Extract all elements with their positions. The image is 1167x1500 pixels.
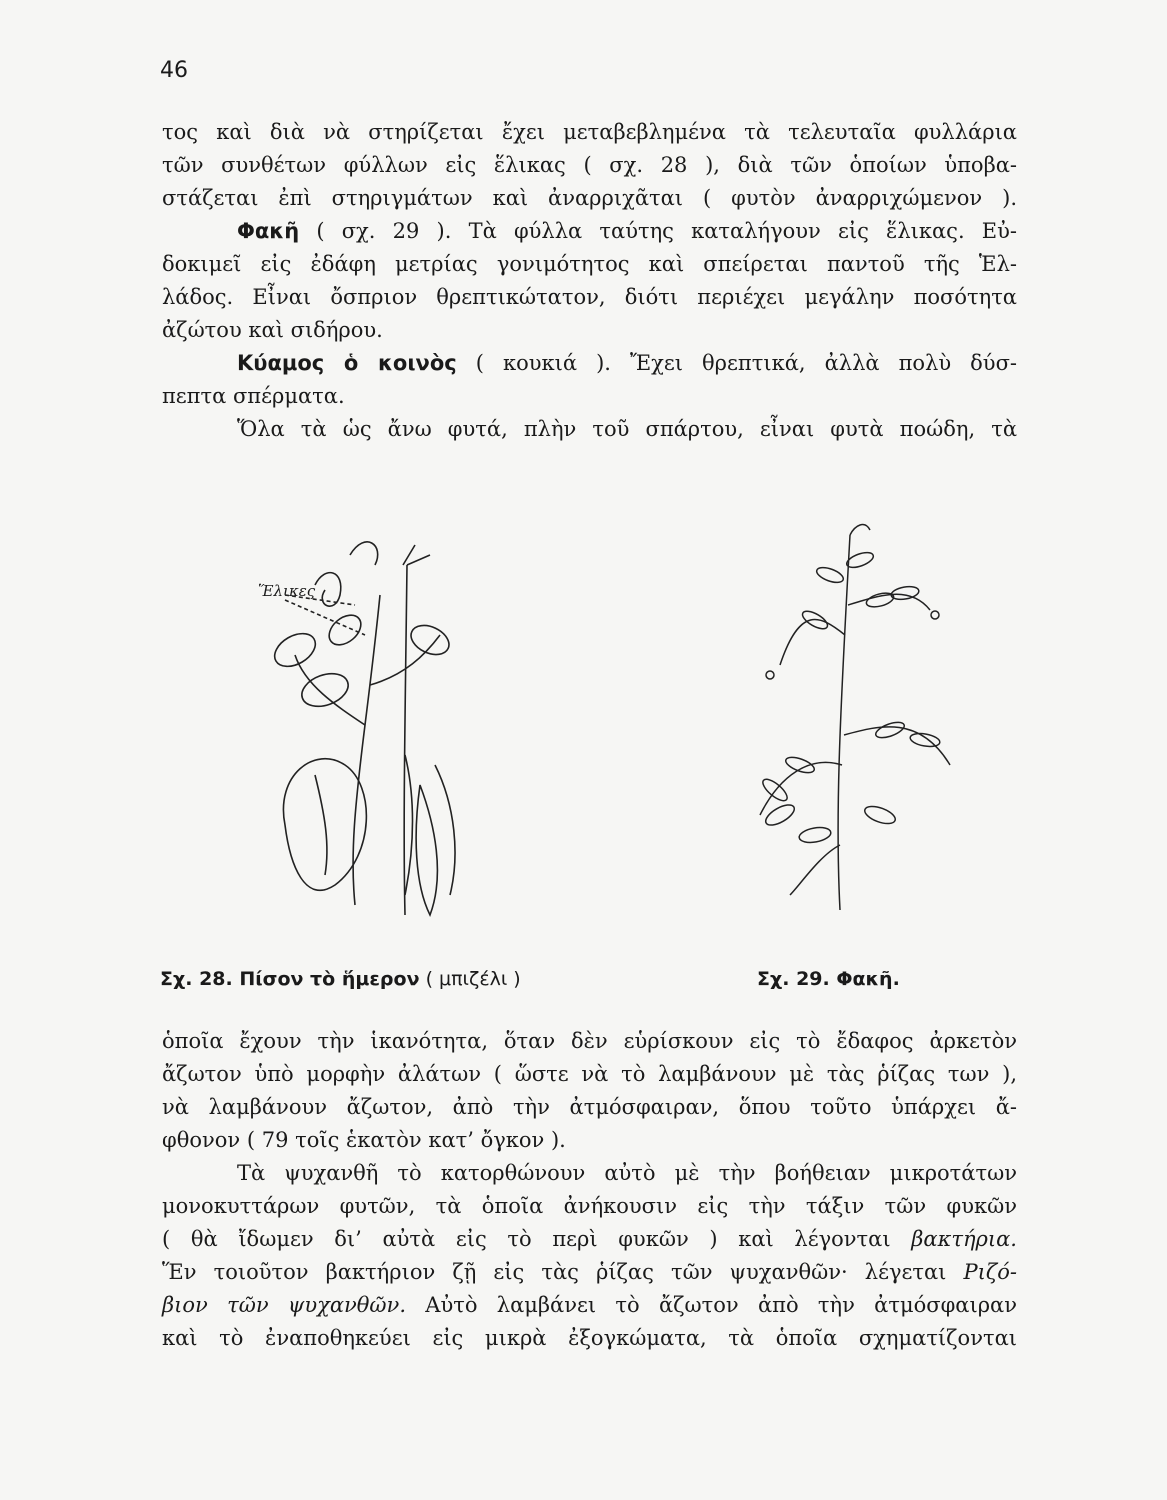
text-line: πεπτα σπέρματα. — [162, 384, 345, 408]
bottom-text-block — [162, 1025, 1017, 1355]
text-run: ( σχ. 29 ). Τὰ φύλλα ταύτης καταλήγουν εἰς ἕλικας. Εὐ- — [316, 219, 1017, 243]
text-line: τος καὶ διὰ νὰ στηρίζεται ἔχει μεταβεβλημένα τὰ τελευταῖα φυλλάρια — [162, 120, 1017, 144]
text-line: ἄζωτον ὑπὸ μορφὴν ἀλάτων ( ὥστε νὰ τὸ λαμβάνουν μὲ τὰς ῥίζας των ), — [162, 1062, 1017, 1086]
lentil-plant-drawing — [740, 515, 970, 915]
top-text-block — [162, 116, 1017, 446]
caption-label: Σχ. 28. Πίσον τὸ ἥμερον — [160, 968, 420, 990]
text-line: Τὰ ψυχανθῆ τὸ κατορθώνουν αὐτὸ μὲ τὴν βοήθειαν μικροτάτων — [237, 1161, 1017, 1185]
text-line: ἀζώτου καὶ σιδήρου. — [162, 318, 383, 342]
lentil-plant-illustration — [740, 515, 970, 915]
text-line: τῶν συνθέτων φύλλων εἰς ἕλικας ( σχ. 28 ), διὰ τῶν ὁποίων ὑποβα- — [162, 153, 1017, 177]
term-rizobion-cont: βιον τῶν ψυχανθῶν. — [162, 1293, 406, 1317]
text-line: στάζεται ἐπὶ στηριγμάτων καὶ ἀναρριχᾶται ( φυτὸν ἀναρριχώμενον ). — [162, 186, 1017, 210]
text-line — [162, 347, 1017, 380]
text-run: Αὐτὸ λαμβάνει τὸ ἄζωτον ἀπὸ τὴν ἀτμόσφαιραν — [425, 1293, 1017, 1317]
term-rizobion: Ριζό- — [963, 1260, 1017, 1284]
term-bakteria: βακτήρια. — [911, 1227, 1017, 1251]
text-line — [162, 1289, 1017, 1322]
text-line: μονοκυττάρων φυτῶν, τὰ ὁποῖα ἀνήκουσιν εἰς τὴν τάξιν τῶν φυκῶν — [162, 1194, 1017, 1218]
text-line: Ὅλα τὰ ὡς ἄνω φυτά, πλὴν τοῦ σπάρτου, εἶναι φυτὰ ποώδη, τὰ — [237, 417, 1017, 441]
text-line: φθονον ( 79 τοῖς ἑκατὸν κατ’ ὄγκον ). — [162, 1128, 566, 1152]
figure-29-caption: Σχ. 29. Φακῆ. — [757, 968, 900, 990]
text-line: καὶ τὸ ἐναποθηκεύει εἰς μικρὰ ἐξογκώματα, τὰ ὁποῖα σχηματίζονται — [162, 1326, 1017, 1350]
pea-plant-illustration — [255, 525, 495, 925]
text-line: λάδος. Εἶναι ὄσπριον θρεπτικώτατον, διότι περιέχει μεγάλην ποσότητα — [162, 285, 1017, 309]
text-line: νὰ λαμβάνουν ἄζωτον, ἀπὸ τὴν ἀτμόσφαιραν, ὅπου τοῦτο ὑπάρχει ἄ- — [162, 1095, 1017, 1119]
caption-sub: ( μπιζέλι ) — [425, 968, 521, 990]
text-run: ( κουκιά ). Ἔχει θρεπτικά, ἀλλὰ πολὺ δύσ- — [475, 351, 1017, 375]
helix-label: Ἕλικες — [258, 582, 316, 600]
page-number: 46 — [160, 58, 188, 83]
text-line: δοκιμεῖ εἰς ἐδάφη μετρίας γονιμότητος καὶ σπείρεται παντοῦ τῆς Ἑλ- — [162, 252, 1017, 276]
pea-plant-drawing — [255, 525, 495, 925]
text-run: ( θὰ ἴδωμεν δι’ αὐτὰ εἰς τὸ περὶ φυκῶν ) καὶ λέγονται — [162, 1227, 891, 1251]
term-fakh: Φακῆ — [237, 219, 300, 243]
text-line — [162, 1256, 1017, 1289]
text-line — [162, 1223, 1017, 1256]
text-line: ὁποῖα ἔχουν τὴν ἱκανότητα, ὅταν δὲν εὑρίσκουν εἰς τὸ ἔδαφος ἀρκετὸν — [162, 1029, 1017, 1053]
term-kyamos: Κύαμος ὁ κοινὸς — [237, 351, 457, 375]
text-line — [162, 215, 1017, 248]
figure-28-caption — [160, 968, 521, 990]
text-run: Ἕν τοιοῦτον βακτήριον ζῇ εἰς τὰς ῥίζας τῶν ψυχανθῶν· λέγεται — [162, 1260, 947, 1284]
